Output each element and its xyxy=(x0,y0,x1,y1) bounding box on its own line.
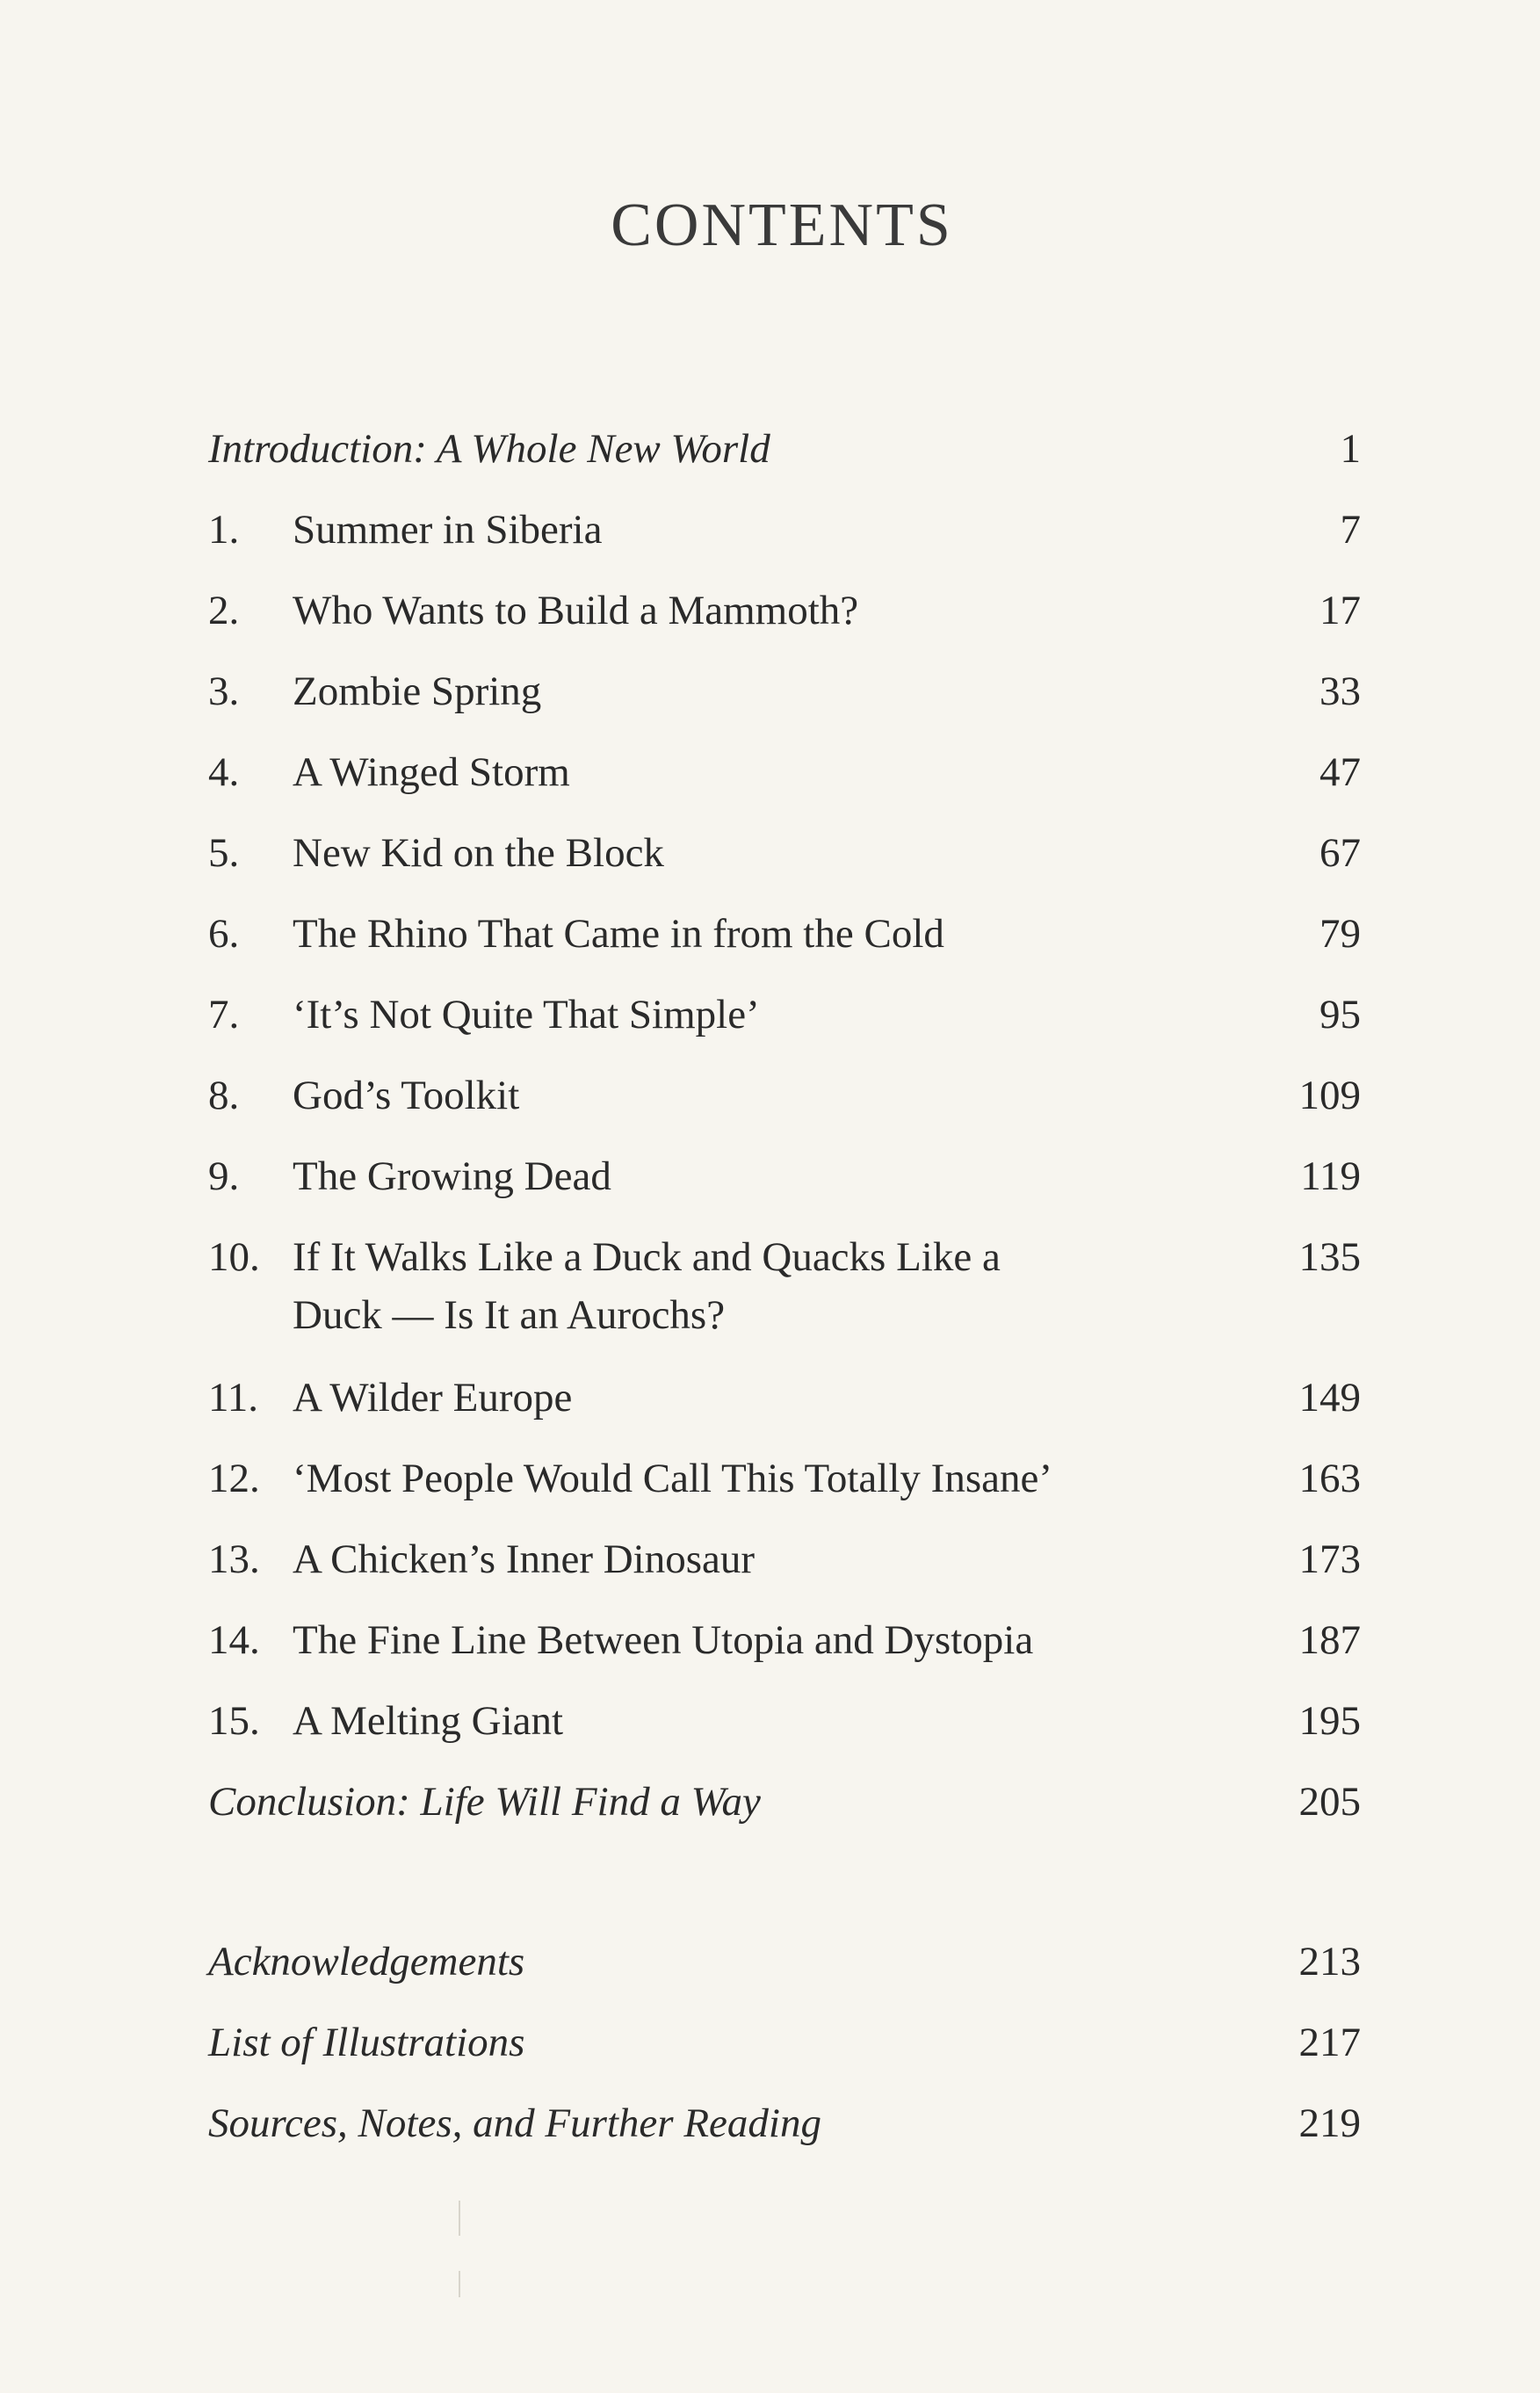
chapter-number: 2. xyxy=(208,588,240,633)
table-of-contents xyxy=(208,420,1361,2175)
toc-entry[interactable] xyxy=(208,1611,1361,1692)
entry-page-number: 1 xyxy=(1340,426,1361,472)
toc-entry[interactable] xyxy=(208,1147,1361,1228)
entry-page-number: 187 xyxy=(1298,1617,1361,1663)
toc-entry[interactable] xyxy=(208,1228,1361,1369)
entry-title: ‘Most People Would Call This Totally Insane’ xyxy=(293,1456,1052,1501)
entry-title: If It Walks Like a Duck and Quacks Like a Duck — Is It an Aurochs? xyxy=(293,1234,1001,1338)
entry-title: A Chicken’s Inner Dinosaur xyxy=(293,1536,756,1582)
chapter-number: 10. xyxy=(208,1234,260,1280)
toc-entry[interactable] xyxy=(208,662,1361,743)
toc-entry[interactable] xyxy=(208,1369,1361,1450)
toc-entry[interactable] xyxy=(208,905,1361,986)
entry-page-number: 213 xyxy=(1298,1939,1361,1985)
chapter-number: 6. xyxy=(208,911,240,957)
entry-title: A Wilder Europe xyxy=(293,1375,573,1421)
chapter-number: 12. xyxy=(208,1456,260,1501)
toc-entry[interactable] xyxy=(208,986,1361,1066)
entry-title: Conclusion: Life Will Find a Way xyxy=(208,1779,761,1825)
entry-page-number: 17 xyxy=(1319,588,1361,633)
entry-page-number: 135 xyxy=(1298,1234,1361,1280)
entry-page-number: 119 xyxy=(1300,1153,1361,1199)
entry-page-number: 149 xyxy=(1298,1375,1361,1421)
toc-entry-introduction[interactable] xyxy=(208,420,1361,501)
chapter-number: 11. xyxy=(208,1375,259,1421)
entry-page-number: 163 xyxy=(1298,1456,1361,1501)
chapter-number: 4. xyxy=(208,749,240,795)
entry-page-number: 219 xyxy=(1298,2100,1361,2146)
entry-title: Zombie Spring xyxy=(293,669,542,714)
toc-entry-acknowledgements[interactable] xyxy=(208,1933,1361,2013)
toc-entry-conclusion[interactable] xyxy=(208,1773,1361,1854)
chapter-number: 5. xyxy=(208,830,240,876)
chapter-number: 8. xyxy=(208,1073,240,1118)
entry-title: God’s Toolkit xyxy=(293,1073,520,1118)
toc-entry[interactable] xyxy=(208,1066,1361,1147)
entry-title: Acknowledgements xyxy=(208,1939,525,1985)
entry-title: Summer in Siberia xyxy=(293,507,603,553)
entry-page-number: 67 xyxy=(1319,830,1361,876)
entry-page-number: 195 xyxy=(1298,1698,1361,1744)
toc-entry[interactable] xyxy=(208,501,1361,582)
entry-title: Who Wants to Build a Mammoth? xyxy=(293,588,859,633)
toc-entry-sources-notes[interactable] xyxy=(208,2094,1361,2175)
entry-page-number: 7 xyxy=(1340,507,1361,553)
entry-title: A Winged Storm xyxy=(293,749,570,795)
entry-title: The Rhino That Came in from the Cold xyxy=(293,911,944,957)
toc-entry[interactable] xyxy=(208,1450,1361,1530)
chapter-number: 7. xyxy=(208,992,240,1037)
entry-title: The Growing Dead xyxy=(293,1153,611,1199)
entry-page-number: 95 xyxy=(1319,992,1361,1037)
chapter-number: 15. xyxy=(208,1698,260,1744)
entry-title: A Melting Giant xyxy=(293,1698,564,1744)
entry-title: New Kid on the Block xyxy=(293,830,664,876)
entry-title: Sources, Notes, and Further Reading xyxy=(208,2100,821,2146)
toc-entry[interactable] xyxy=(208,1530,1361,1611)
entry-page-number: 217 xyxy=(1298,2020,1361,2065)
entry-title: The Fine Line Between Utopia and Dystopia xyxy=(293,1617,1034,1663)
entry-title: Introduction: A Whole New World xyxy=(208,426,770,472)
chapter-number: 3. xyxy=(208,669,240,714)
page-title: CONTENTS xyxy=(611,192,953,259)
toc-entry[interactable] xyxy=(208,582,1361,662)
scan-fold-mark xyxy=(459,2201,460,2236)
entry-page-number: 205 xyxy=(1298,1779,1361,1825)
chapter-number: 14. xyxy=(208,1617,260,1663)
chapter-number: 1. xyxy=(208,507,240,553)
scan-fold-mark xyxy=(459,2271,460,2297)
entry-page-number: 173 xyxy=(1298,1536,1361,1582)
entry-title: ‘It’s Not Quite That Simple’ xyxy=(293,992,760,1037)
toc-entry[interactable] xyxy=(208,743,1361,824)
chapter-number: 13. xyxy=(208,1536,260,1582)
entry-page-number: 47 xyxy=(1319,749,1361,795)
toc-entry[interactable] xyxy=(208,824,1361,905)
toc-entry[interactable] xyxy=(208,1692,1361,1773)
entry-title: List of Illustrations xyxy=(208,2020,525,2065)
entry-page-number: 109 xyxy=(1298,1073,1361,1118)
toc-entry-list-of-illustrations[interactable] xyxy=(208,2013,1361,2094)
entry-page-number: 33 xyxy=(1319,669,1361,714)
chapter-number: 9. xyxy=(208,1153,240,1199)
entry-page-number: 79 xyxy=(1319,911,1361,957)
